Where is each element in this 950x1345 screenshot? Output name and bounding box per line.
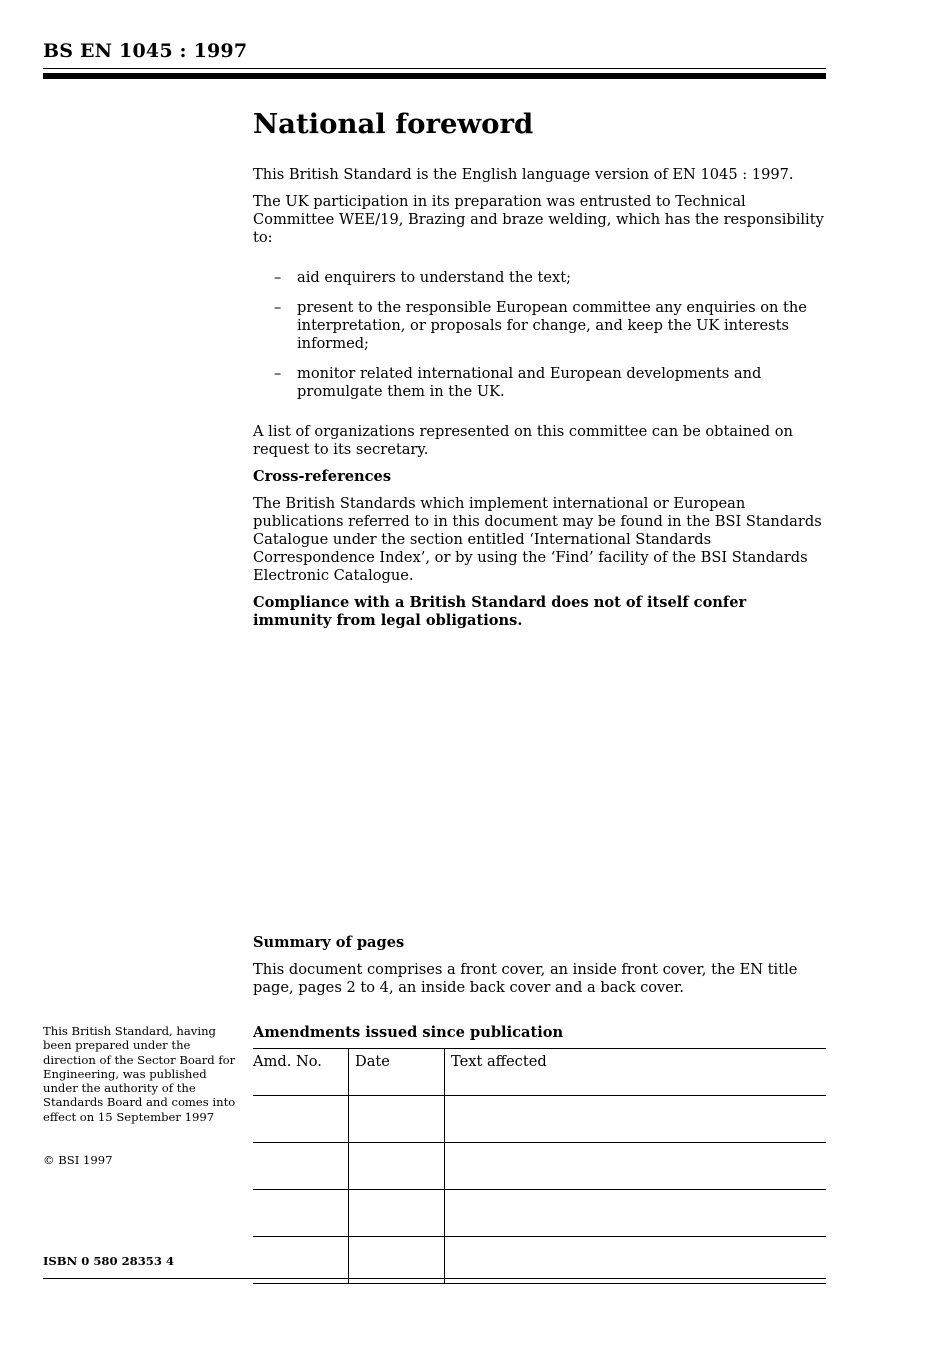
compliance-statement: Compliance with a British Standard does not of itself confer immunity from legal obligations. bbox=[253, 594, 747, 629]
column-header-date: Date bbox=[349, 1049, 445, 1096]
table-row bbox=[253, 1096, 826, 1143]
table-cell bbox=[445, 1096, 827, 1143]
column-header-text-affected: Text affected bbox=[445, 1049, 827, 1096]
cross-references-paragraph: The British Standards which implement international or European publications referred to in this document may be found in the BSI Standards Catalogue under the section entitled ‘International Standards Correspondence Index’, or by using the ‘Find’ facility of the BSI Standards Electronic Catalogue. bbox=[253, 495, 822, 584]
table-cell bbox=[445, 1237, 827, 1284]
table-row bbox=[253, 1237, 826, 1284]
list-item-text: aid enquirers to understand the text; bbox=[297, 269, 572, 286]
table-cell bbox=[349, 1190, 445, 1237]
participation-paragraph: The UK participation in its preparation was entrusted to Technical Committee WEE/19, Brazing and braze welding, which has the responsibility to: bbox=[253, 193, 824, 246]
list-item-text: monitor related international and European developments and promulgate them in the UK. bbox=[297, 365, 762, 400]
table-row bbox=[253, 1143, 826, 1190]
column-header-amd-no: Amd. No. bbox=[253, 1049, 349, 1096]
footer-rule bbox=[43, 1278, 826, 1279]
dash-bullet: – bbox=[274, 269, 282, 286]
table-cell bbox=[253, 1190, 349, 1237]
dash-bullet: – bbox=[274, 299, 282, 316]
foreword-section bbox=[253, 106, 828, 639]
header-rule-thick bbox=[43, 73, 826, 79]
list-item bbox=[253, 299, 828, 353]
amendments-heading: Amendments issued since publication bbox=[253, 1024, 564, 1041]
list-item-text: present to the responsible European committee any enquiries on the interpretation, or proposals for change, and keep the UK interests informed; bbox=[297, 299, 807, 352]
publication-note: This British Standard, having been prepared under the direction of the Sector Board for Engineering, was published under the authority of the Standards Board and comes into effect on 15 September 1997 bbox=[43, 1024, 236, 1124]
summary-section bbox=[253, 934, 828, 1006]
table-row bbox=[253, 1190, 826, 1237]
responsibility-list bbox=[253, 269, 828, 401]
list-item bbox=[253, 269, 828, 287]
list-item bbox=[253, 365, 828, 401]
summary-text: This document comprises a front cover, an inside front cover, the EN title page, pages 2 to 4, an inside back cover and a back cover. bbox=[253, 961, 798, 996]
amendments-table bbox=[253, 1048, 826, 1284]
table-cell bbox=[445, 1190, 827, 1237]
table-cell bbox=[349, 1237, 445, 1284]
table-cell bbox=[253, 1237, 349, 1284]
table-cell bbox=[349, 1096, 445, 1143]
page-title: National foreword bbox=[253, 108, 534, 140]
copyright-notice: © BSI 1997 bbox=[43, 1153, 113, 1167]
document-id: BS EN 1045 : 1997 bbox=[43, 40, 248, 62]
table-cell bbox=[253, 1143, 349, 1190]
organizations-paragraph: A list of organizations represented on this committee can be obtained on request to its secretary. bbox=[253, 423, 793, 458]
intro-paragraph: This British Standard is the English language version of EN 1045 : 1997. bbox=[253, 166, 794, 183]
table-header-row bbox=[253, 1049, 826, 1096]
cross-references-heading: Cross-references bbox=[253, 468, 392, 485]
table-cell bbox=[253, 1096, 349, 1143]
table-cell bbox=[445, 1143, 827, 1190]
summary-heading: Summary of pages bbox=[253, 934, 405, 951]
dash-bullet: – bbox=[274, 365, 282, 382]
table-cell bbox=[349, 1143, 445, 1190]
isbn-number: ISBN 0 580 28353 4 bbox=[43, 1254, 175, 1268]
header-rule-thin bbox=[43, 68, 826, 69]
